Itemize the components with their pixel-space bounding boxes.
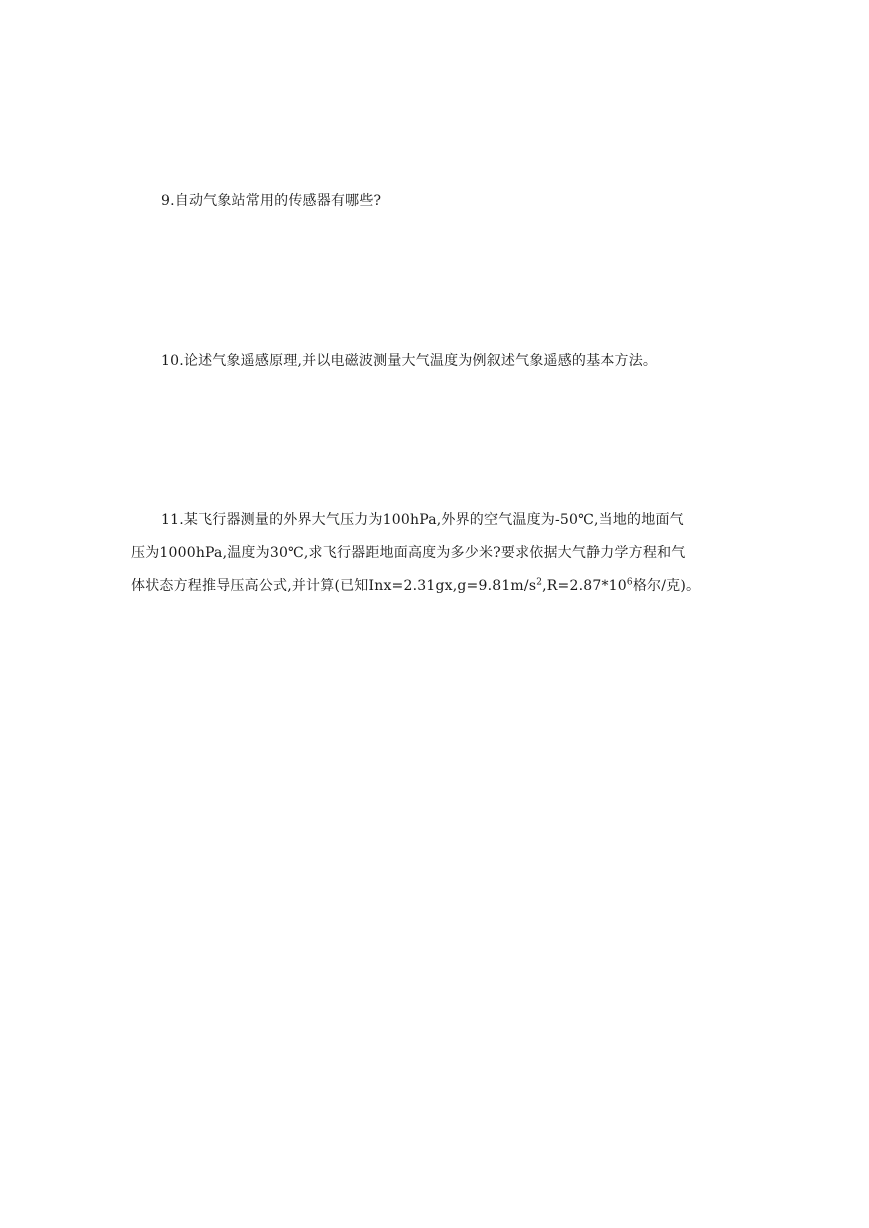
- question-11-line-2: 压为1000hPa,温度为30℃,求飞行器距地面高度为多少米?要求依据大气静力学方程和气: [131, 545, 686, 561]
- question-10-text: 10.论述气象遥感原理,并以电磁波测量大气温度为例叙述气象遥感的基本方法。: [161, 353, 658, 369]
- question-9-text: 9.自动气象站常用的传感器有哪些?: [161, 193, 382, 209]
- question-11-line-1: 11.某飞行器测量的外界大气压力为100hPa,外界的空气温度为-50℃,当地的地面气: [161, 512, 684, 528]
- question-10: [131, 345, 751, 378]
- question-11-line-3-part-a: 体状态方程推导压高公式,并计算(已知Inx=2.31gx,g=9.81m/s: [131, 578, 537, 594]
- exponent-superscript: 6: [626, 577, 633, 588]
- squared-superscript: 2: [536, 577, 543, 588]
- question-9: [131, 185, 751, 218]
- question-11-line-3: [131, 570, 751, 603]
- question-11-line-3-part-b: ,R=2.87*10: [542, 578, 627, 594]
- question-11-line-3-part-c: 格尔/克)。: [632, 578, 701, 594]
- question-11: [131, 504, 751, 603]
